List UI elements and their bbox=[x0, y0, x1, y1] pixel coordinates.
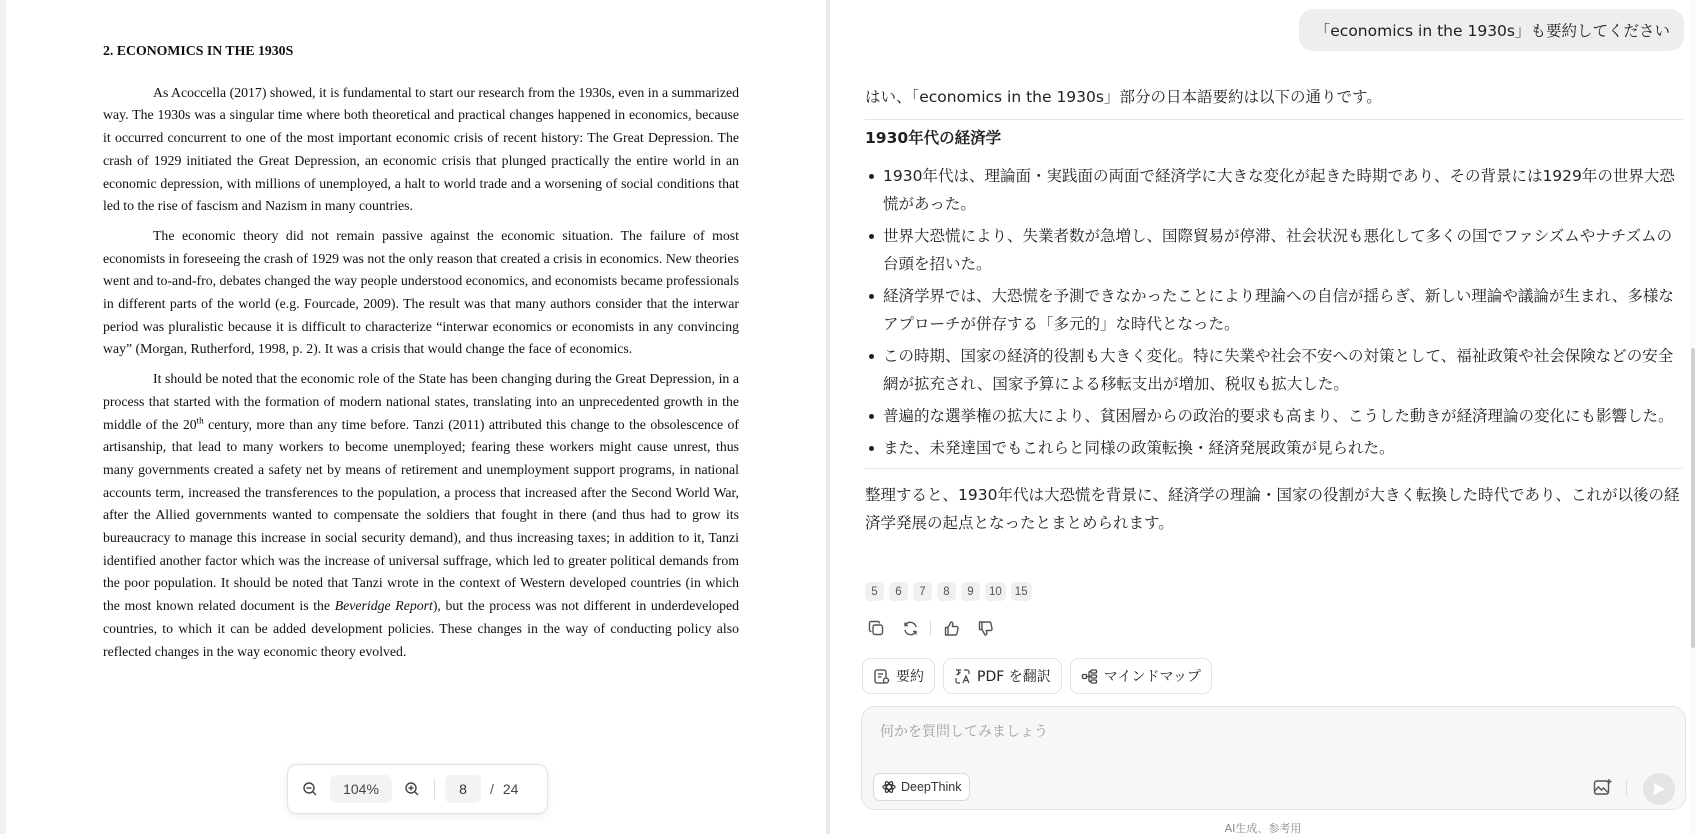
actions-divider bbox=[930, 620, 931, 636]
dislike-button[interactable] bbox=[975, 618, 995, 638]
reference-chip[interactable]: 9 bbox=[961, 582, 980, 601]
summary-tool-label: 要約 bbox=[896, 669, 924, 685]
answer-actions bbox=[866, 618, 995, 638]
answer-bullet-list bbox=[865, 162, 1683, 462]
send-icon bbox=[1652, 782, 1666, 796]
user-message-bubble: 「economics in the 1930s」も要約してください bbox=[1299, 9, 1684, 51]
chat-scrollbar-thumb[interactable] bbox=[1691, 348, 1695, 648]
like-button[interactable] bbox=[941, 618, 961, 638]
thumbs-down-icon bbox=[977, 620, 994, 637]
zoom-in-button[interactable] bbox=[400, 777, 424, 801]
answer-summary: 整理すると、1930年代は大恐慌を背景に、経済学の理論・国家の役割が大きく転換した時代であり、これが以後の経済学発展の起点となったとまとめられます。 bbox=[865, 486, 1680, 532]
regenerate-button[interactable] bbox=[900, 618, 920, 638]
reference-chip[interactable]: 6 bbox=[889, 582, 908, 601]
pdf-section-heading: 2. ECONOMICS IN THE 1930S bbox=[103, 43, 294, 58]
reference-chip[interactable]: 7 bbox=[913, 582, 932, 601]
pdf-paragraph-3 bbox=[103, 368, 739, 663]
quick-tools bbox=[862, 658, 1212, 694]
copy-icon bbox=[868, 620, 885, 637]
chat-scrollbar[interactable] bbox=[1690, 0, 1696, 834]
pdf-viewer[interactable] bbox=[0, 0, 830, 834]
chat-panel bbox=[830, 0, 1696, 834]
translate-pdf-label: PDF を翻訳 bbox=[977, 669, 1051, 685]
reference-chip[interactable]: 8 bbox=[937, 582, 956, 601]
reference-chips bbox=[865, 582, 1032, 601]
pdf-paragraph-3-part-c: ), but the process was not different in underdeveloped countries, to which it can be added development policies. These changes in the way of conducting policy also reflected changes in the way economic theory evolved. bbox=[103, 598, 739, 659]
page-separator: / bbox=[490, 781, 494, 797]
toolbar-divider bbox=[434, 779, 435, 799]
image-attach-icon bbox=[1593, 778, 1613, 796]
pdf-paragraph-3-part-b: century, more than any time before. Tanzi (2011) attributed this change to the obsolescence of artisanship, that lead to many workers to become unemployed; fearing these workers might cause unrest, thus many governments created a safety net by means of retirement and unemployment support programs, in national accounts term, increased the transferences to the population, a process that increased after the Second World War, after the Allied governments wanted to compensate the soldiers that fought in there (and thus had to grow its bureaucracy to manage this increase in social security demand), and thus increasing taxes; in addition to it, Tanzi identified another factor which was the increase of universal suffrage, which led to greater political demands from the poor population. It should be noted that Tanzi wrote in the context of Western developed countries (in which the most known related document is the bbox=[103, 416, 740, 614]
page-total: 24 bbox=[502, 781, 519, 797]
deepthink-label: DeepThink bbox=[901, 780, 962, 794]
summary-tool-button[interactable] bbox=[862, 658, 935, 694]
list-item: 1930年代は、理論面・実践面の両面で経済学に大きな変化が起きた時期であり、その背景には1929年の世界大恐慌があった。 bbox=[865, 162, 1683, 218]
list-item: 世界大恐慌により、失業者数が急増し、国際貿易が停滞、社会状況も悪化して多くの国でファシズムやナチズムの台頭を招いた。 bbox=[865, 222, 1683, 278]
answer-heading: 1930年代の経済学 bbox=[865, 129, 1002, 147]
regenerate-icon bbox=[902, 620, 919, 637]
deepthink-icon bbox=[882, 780, 896, 794]
deepthink-toggle[interactable] bbox=[873, 773, 970, 801]
pdf-italic-title: Beveridge Report bbox=[334, 598, 433, 614]
list-item: この時期、国家の経済的役割も大きく変化。特に失業や社会不安への対策として、福祉政策や社会保険などの安全網が拡充され、国家予算による移転支出が増加、税収も拡大した。 bbox=[865, 342, 1683, 398]
pdf-superscript: th bbox=[196, 414, 204, 425]
zoom-out-icon bbox=[302, 781, 318, 797]
reference-chip[interactable]: 15 bbox=[1011, 582, 1032, 601]
list-item: また、未発達国でもこれらと同様の政策転換・経済発展政策が見られた。 bbox=[865, 434, 1683, 462]
zoom-in-icon bbox=[404, 781, 420, 797]
mindmap-button[interactable] bbox=[1070, 658, 1212, 694]
assistant-answer bbox=[865, 83, 1683, 537]
translate-pdf-button[interactable] bbox=[943, 658, 1062, 694]
zoom-out-button[interactable] bbox=[298, 777, 322, 801]
ai-disclaimer: AI生成、参考用 bbox=[1224, 822, 1302, 834]
attach-image-button[interactable] bbox=[1591, 775, 1615, 799]
input-divider bbox=[1626, 780, 1627, 796]
reference-chip[interactable]: 10 bbox=[985, 582, 1006, 601]
pdf-paragraph-2: The economic theory did not remain passive against the economic situation. The failure of most economists in foreseeing the crash of 1929 was not the only reason that created a crisis in economics. New theories went and to-and-fro, debates changed the way people understood economics, and economists became professionals in different parts of the world (e.g. Fourcade, 2009). The result was that many authors consider that the interwar period was pluralistic because it is difficult to characterize “interwar economics or economists in any convincing way” (Morgan, Rutherford, 1998, p. 2). It was a crisis that would change the face of economics. bbox=[103, 227, 739, 357]
pdf-paragraph-1: As Acoccella (2017) showed, it is fundamental to start our research from the 1930s, even in a summarized way. The 1930s was a singular time where both theoretical and practical changes happened in economics, because it occurred concurrent to one of the most important economic crisis of recent history: The Great Depression. The crash of 1929 initiated the Great Depression, an economic crisis that plunged practically the entire world in an economic depression, with millions of unemployed, a halt to world trade and a worsening of social conditions that led to the rise of fascism and Nazism in many countries. bbox=[103, 84, 739, 214]
send-button[interactable] bbox=[1643, 773, 1675, 805]
mindmap-label: マインドマップ bbox=[1103, 669, 1201, 685]
answer-divider-top bbox=[865, 119, 1683, 120]
pdf-paragraph-3-part-a: It should be noted that the economic role of the State has been changing during the Great Depression, in a process that started with the formation of modern national states, translating into an unprecedented growth in the middle of the 20 bbox=[103, 371, 739, 432]
copy-button[interactable] bbox=[866, 618, 886, 638]
pdf-zoom-toolbar bbox=[287, 764, 548, 814]
summary-icon bbox=[873, 668, 890, 685]
list-item: 普遍的な選挙権の拡大により、貧困層からの政治的要求も高まり、こうした動きが経済理論の変化にも影響した。 bbox=[865, 402, 1683, 430]
thumbs-up-icon bbox=[943, 620, 960, 637]
page-number-input[interactable]: 8 bbox=[445, 775, 481, 803]
reference-chip[interactable]: 5 bbox=[865, 582, 884, 601]
chat-input-box bbox=[861, 706, 1686, 810]
list-item: 経済学界では、大恐慌を予測できなかったことにより理論への自信が揺らぎ、新しい理論や議論が生まれ、多様なアプローチが併存する「多元的」な時代となった。 bbox=[865, 282, 1683, 338]
answer-intro: はい、「economics in the 1930s」部分の日本語要約は以下の通りです。 bbox=[865, 88, 1382, 106]
translate-icon bbox=[954, 668, 971, 685]
pdf-page bbox=[6, 0, 826, 834]
answer-divider-bottom bbox=[865, 468, 1683, 469]
pdf-content bbox=[103, 40, 739, 670]
zoom-level-display[interactable]: 104% bbox=[330, 775, 392, 803]
chat-input[interactable] bbox=[878, 723, 1578, 741]
mindmap-icon bbox=[1081, 668, 1098, 685]
